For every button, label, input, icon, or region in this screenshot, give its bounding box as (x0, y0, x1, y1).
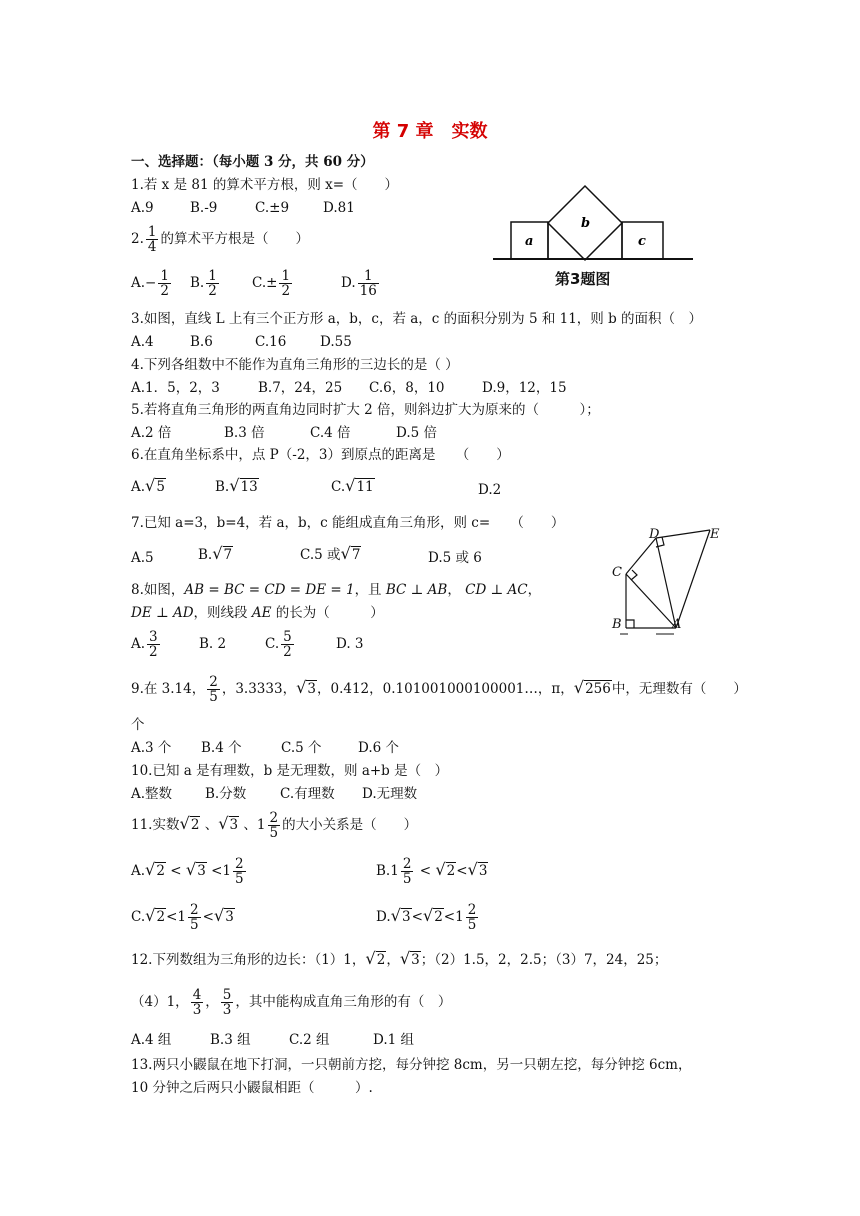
q7-option-a: A.5 (131, 550, 154, 566)
question-10: 10.已知 a 是有理数，b 是无理数，则 a+b 是（ ） (131, 763, 449, 779)
q12-option-b: B.3 组 (210, 1032, 251, 1048)
section-heading: 一、选择题：（每小题 3 分，共 60 分） (131, 154, 374, 170)
q1-option-a: A.9 (131, 200, 154, 216)
q9-option-a: A.3 个 (131, 740, 172, 756)
question-9-line-2: 个 (131, 717, 145, 733)
question-13-line-2: 10 分钟之后两只小鼹鼠相距（ ）. (131, 1080, 373, 1096)
question-3: 3.如图，直线 L 上有三个正方形 a，b，c，若 a，c 的面积分别为 5 和 11，则 b 的面积（ ） (131, 311, 703, 327)
q4-option-a: A.1．5，2，3 (131, 380, 220, 396)
q11-option-d: D.√3<√2<1 $\frac{2}{5}$ (376, 901, 477, 933)
label-C: C (612, 565, 622, 580)
question-6: 6.在直角坐标系中，点 P（-2，3）到原点的距离是 （ ） (131, 447, 510, 463)
squares-diagram (493, 182, 693, 262)
q2-option-c: C.± $\frac{1}{2}$ (252, 267, 291, 299)
q5-option-d: D.5 倍 (396, 425, 438, 441)
label-B: B (612, 617, 622, 632)
q9-option-c: C.5 个 (281, 740, 322, 756)
label-c: c (638, 234, 646, 249)
q10-option-a: A.整数 (131, 786, 173, 802)
question-8-line-1: 8.如图，AB = BC = CD = DE = 1，且 BC ⊥ AB， CD ⊥ AC， (131, 582, 542, 598)
q3-option-b: B.6 (190, 334, 213, 350)
q2-fraction: $\frac{1}{4}$ (147, 223, 157, 255)
question-12-line-2: （4）1， $\frac{4}{3}$ ， $\frac{5}{3}$ ，其中能构成直角三角形的有（ ） (131, 986, 452, 1018)
question-8-line-2: DE ⊥ AD，则线段 AE 的长为（ ） (131, 605, 384, 621)
label-D: D (649, 527, 660, 542)
question-1: 1.若 x 是 81 的算术平方根，则 x=（ ） (131, 177, 399, 193)
q3-option-d: D.55 (320, 334, 352, 350)
q12-option-c: C.2 组 (289, 1032, 330, 1048)
q7-option-d: D.5 或 6 (428, 550, 482, 566)
label-b: b (581, 216, 591, 231)
q8-option-a: A. $\frac{3}{2}$ (131, 628, 158, 660)
q5-option-a: A.2 倍 (131, 425, 172, 441)
q6-option-d: D.2 (478, 482, 502, 498)
q8-option-c: C. $\frac{5}{2}$ (265, 628, 292, 660)
q2-option-b: B. $\frac{1}{2}$ (190, 267, 217, 299)
question-13-line-1: 13.两只小鼹鼠在地下打洞，一只朝前方挖，每分钟挖 8cm，另一只朝左挖，每分钟挖 6cm， (131, 1057, 692, 1073)
question-9: 9.在 3.14， $\frac{2}{5}$ ，3.3333，√3，0.412̇，0.101001000100001…，π，√256中，无理数有（ ） (131, 673, 747, 705)
q9-option-b: B.4 个 (201, 740, 242, 756)
q8-option-d: D. 3 (336, 636, 364, 652)
q12-option-d: D.1 组 (373, 1032, 415, 1048)
q7-option-b: B.√7 (198, 544, 233, 563)
q4-option-b: B.7，24，25 (258, 380, 343, 396)
q6-option-b: B.√13 (215, 476, 258, 495)
question-4: 4.下列各组数中不能作为直角三角形的三边长的是（ ） (131, 357, 459, 373)
q1-option-b: B.-9 (190, 200, 218, 216)
q6-option-a: A.√5 (131, 476, 165, 495)
q8-option-b: B. 2 (199, 636, 227, 652)
label-A: A (672, 617, 682, 632)
page-title: 第 7 章 实数 (372, 121, 488, 142)
question-7: 7.已知 a=3，b=4，若 a，b，c 能组成直角三角形，则 c= （ ） (131, 515, 565, 531)
q4-option-c: C.6，8，10 (369, 380, 445, 396)
q12-option-a: A.4 组 (131, 1032, 172, 1048)
q11-option-c: C.√2<1 $\frac{2}{5}$ <√3 (131, 901, 234, 933)
q2-option-d: D. $\frac{1}{16}$ (341, 267, 377, 299)
triangles-diagram (608, 524, 728, 639)
q10-option-d: D.无理数 (362, 786, 418, 802)
question-12-line-1: 12.下列数组为三角形的边长：（1）1，√2，√3；（2）1.5，2，2.5；（3）7，24，25； (131, 949, 668, 968)
q6-option-c: C.√11 (331, 476, 374, 495)
label-E: E (710, 527, 720, 542)
q5-option-b: B.3 倍 (224, 425, 265, 441)
figure-8 (608, 524, 728, 639)
q10-option-c: C.有理数 (280, 786, 335, 802)
question-11: 11.实数√2 、√3 、1 $\frac{2}{5}$ 的大小关系是（ ） (131, 809, 418, 841)
q1-option-d: D.81 (323, 200, 355, 216)
q9-option-d: D.6 个 (358, 740, 400, 756)
q10-option-b: B.分数 (205, 786, 247, 802)
q5-option-c: C.4 倍 (310, 425, 351, 441)
label-a: a (525, 234, 534, 249)
q7-option-c: C.5 或√7 (300, 544, 361, 563)
figure-3-caption: 第3题图 (555, 270, 611, 288)
figure-3 (493, 182, 693, 292)
q2-option-a: A.− $\frac{1}{2}$ (131, 267, 169, 299)
q4-option-d: D.9，12，15 (482, 380, 567, 396)
q11-option-b: B.1 $\frac{2}{5}$ < √2<√3 (376, 855, 488, 887)
question-5: 5.若将直角三角形的两直角边同时扩大 2 倍，则斜边扩大为原来的（ ）； (131, 402, 600, 418)
question-2: 2. $\frac{1}{4}$ 的算术平方根是（ ） (131, 223, 309, 255)
q11-option-a: A.√2 < √3 <1 $\frac{2}{5}$ (131, 855, 244, 887)
q3-option-a: A.4 (131, 334, 154, 350)
q3-option-c: C.16 (255, 334, 287, 350)
q1-option-c: C.±9 (255, 200, 290, 216)
